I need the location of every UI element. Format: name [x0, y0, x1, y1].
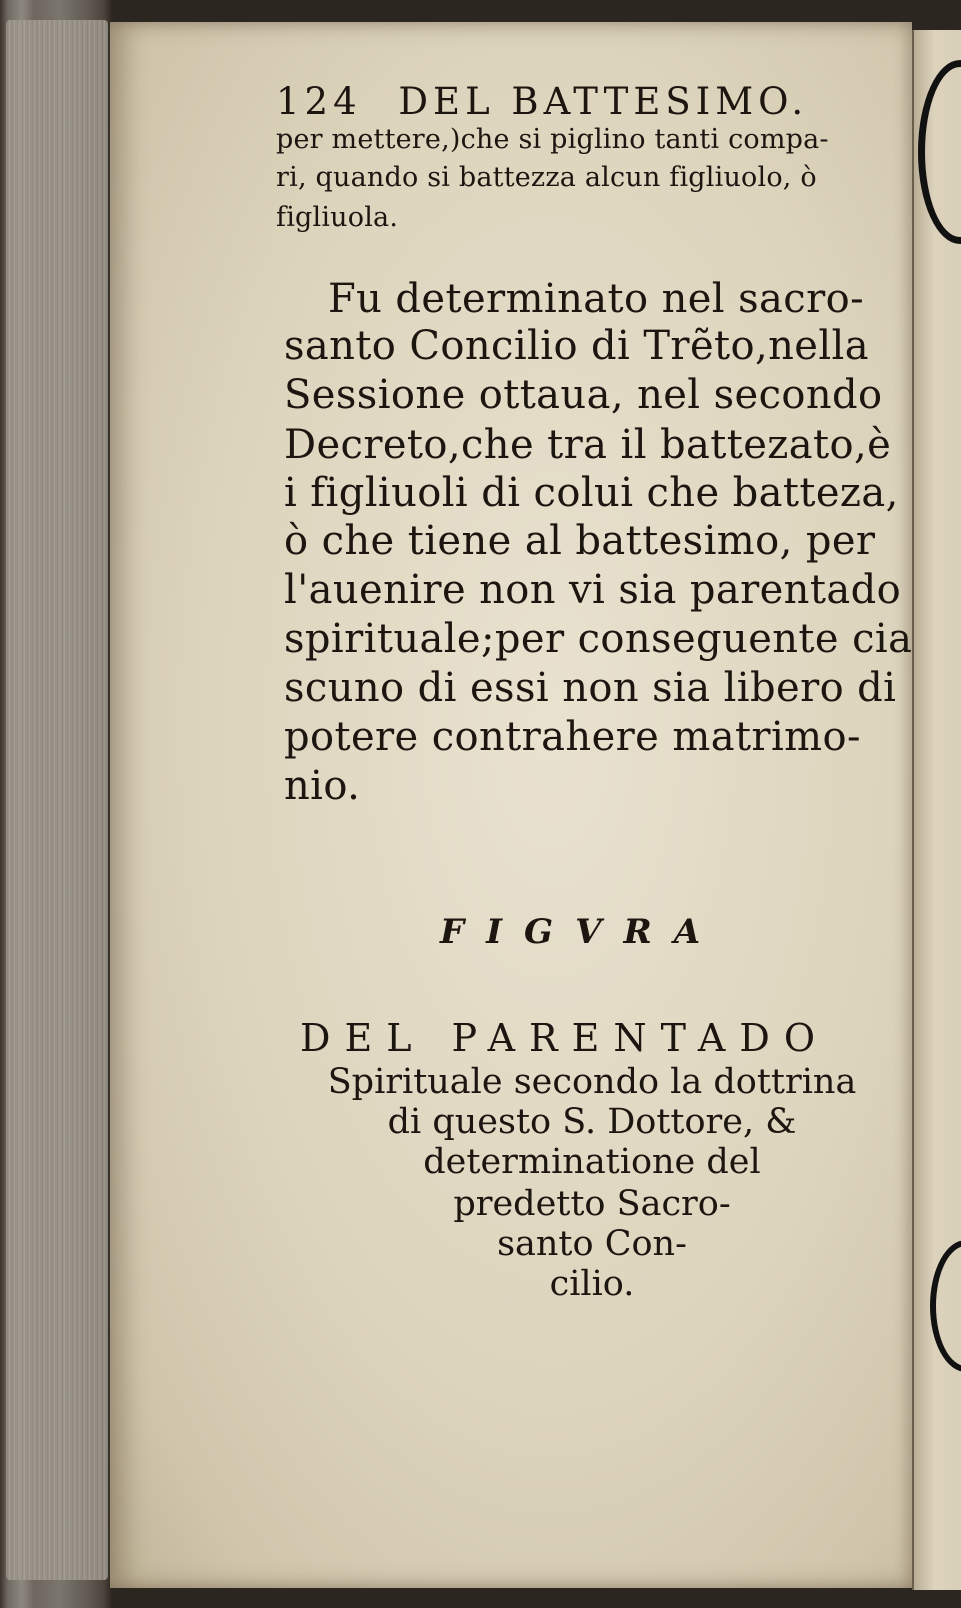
continuation-line: ri, quando si battezza alcun figliuolo, ò	[276, 162, 817, 193]
page-edges	[6, 20, 108, 1580]
paragraph-line: Fu determinato nel sacro-	[328, 276, 865, 322]
paragraph-line: ò che tiene al battesimo, per	[284, 518, 876, 564]
running-head-title: DEL BATTESIMO.	[398, 80, 809, 123]
paragraph-line: spirituale;per conseguente cia	[284, 616, 913, 662]
figure-heading: DEL PARENTADO	[300, 1016, 829, 1060]
continuation-line: per mettere,)che si piglino tanti compa-	[276, 124, 829, 155]
paragraph-line: scuno di essi non sia libero di	[284, 665, 897, 711]
paragraph-line: nio.	[284, 763, 361, 809]
continuation-line: figliuola.	[276, 202, 399, 233]
figure-caption-line: Spirituale secondo la dottrina	[327, 1062, 857, 1102]
paragraph-line: potere contrahere matrimo-	[284, 714, 861, 760]
figure-caption-line: santo Con-	[497, 1224, 687, 1264]
figure-caption-line: determinatione del	[423, 1142, 761, 1182]
paragraph-line: santo Concilio di Trẽto,nella	[284, 323, 869, 369]
page-number: 124	[276, 80, 362, 123]
paragraph-line: i figliuoli di colui che batteza,	[284, 470, 899, 516]
figure-caption-line: di questo S. Dottore, &	[387, 1102, 797, 1142]
paragraph-line: Decreto,che tra il battezato,è	[284, 422, 892, 468]
running-head	[276, 80, 808, 123]
figure-caption-line: cilio.	[549, 1264, 635, 1304]
figure-title: FIGVRA	[440, 912, 723, 952]
paragraph-line: Sessione ottaua, nel secondo	[284, 372, 883, 418]
book-page	[110, 22, 912, 1588]
figure-caption-line: predetto Sacro-	[453, 1184, 731, 1224]
paragraph-line: l'auenire non vi sia parentado	[284, 567, 902, 613]
